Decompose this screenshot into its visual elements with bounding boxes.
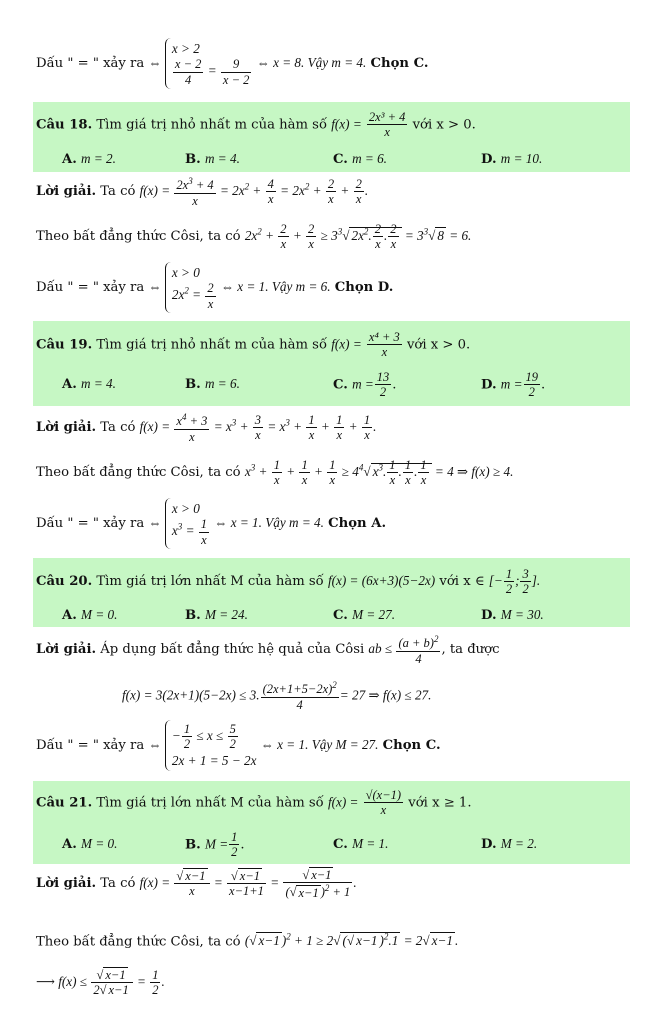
solution-17-tail: Dấu " = " xảy ra ⇔ x > 2 $\frac{x - 2}{4}$ = $\frac{9}{x - 2}$ ⇔ x = 8. Vậy m = 4. Chọn C. — [36, 38, 629, 89]
solution-19-line-2: Theo bất đẳng thức Côsi, ta có $x^3$ + $\frac{1}{x}$ + $\frac{1}{x}$ + $\frac{1}{x}$ ≥ $4^4√$ $x^3$. $\frac{1}{x}$ . $\frac{1}{x}$ . $\frac{1}{x}$ = 4 ⇒ f(x) ≥ 4. — [36, 458, 514, 488]
solution-18-line-2: Theo bất đẳng thức Côsi, ta có $2x^2$ + $\frac{2}{x}$ + $\frac{2}{x}$ ≥ $3^3√$ $2x^2$. $\frac{2}{x}$ . $\frac{2}{x}$ = $3^3√$ 8 = 6. — [36, 222, 472, 252]
option-c: C. M = 1. — [333, 836, 389, 852]
option-a: A. M = 0. — [62, 836, 118, 852]
option-c: C. M = 27. — [333, 607, 396, 623]
option-b: B. M = 24. — [185, 607, 248, 623]
solution-20-line-1: Lời giải. Áp dụng bất đẳng thức hệ quả của Côsi ab ≤ $\frac{(a + b)^2}{4}$ , ta được — [36, 634, 500, 666]
solution-21-line-3: ⟶ f(x) ≤ $\frac{√ x-1}{2√ x-1}$ = $\frac{1}{2}$ . — [36, 968, 165, 998]
option-d: D. m = $\frac{19}{2}$ . — [481, 370, 546, 400]
option-d: D. M = 30. — [481, 607, 544, 623]
solution-21-line-1: Lời giải. Ta có f(x) = $\frac{√ x-1}{x}$ = $\frac{√ x-1}{x-1+1}$ = $\frac{√ x-1}{(√ x-1 )^2 + 1}$ . — [36, 868, 357, 900]
question-19: Câu 19. Tìm giá trị nhỏ nhất m của hàm số f(x) = $\frac{\text{x⁴ + 3}}{x}$ với x > 0. — [36, 330, 471, 360]
solution-19-line-1: Lời giải. Ta có f(x) = $\frac{x^4 + 3}{x}$ = $x^3$ + $\frac{3}{x}$ = $x^3$ + $\frac{1}{x}$ + $\frac{1}{x}$ + $\frac{1}{x}$ . — [36, 412, 377, 444]
option-a: A. M = 0. — [62, 607, 118, 623]
option-b: B. M = $\frac{1}{2}$ . — [185, 830, 245, 860]
solution-20-line-2: f(x) = 3(2x+1)(5−2x) ≤ 3. $\frac{(2x+1+5-2x)^2}{4}$ = 27 ⇒ f(x) ≤ 27. — [122, 680, 432, 712]
option-c: C. m = 6. — [333, 151, 387, 167]
option-a: A. m = 4. — [62, 376, 116, 392]
question-18: Câu 18. Tìm giá trị nhỏ nhất m của hàm số f(x) = $\frac{\text{2x³ + 4}}{x}$ với x > 0. — [36, 110, 476, 140]
option-d: D. M = 2. — [481, 836, 538, 852]
option-b: B. m = 6. — [185, 376, 240, 392]
solution-20-line-3: Dấu " = " xảy ra ⇔ − $\frac{1}{2}$ ≤ x ≤ $\frac{5}{2}$ 2x + 1 = 5 − 2x ⇔ x = 1. Vậy M = 27. Chọn C. — [36, 720, 629, 771]
option-a: A. m = 2. — [62, 151, 116, 167]
solution-21-line-2: Theo bất đẳng thức Côsi, ta có (√ x−1 )$^2$ + 1 ≥ 2√ (√ x−1 )$^2$.1 = 2√ x−1 . — [36, 932, 459, 950]
option-d: D. m = 10. — [481, 151, 543, 167]
equation-system: x > 2 $\frac{x - 2}{4}$ = $\frac{9}{x - 2}$ — [165, 38, 252, 89]
solution-19-line-3: Dấu " = " xảy ra ⇔ x > 0 $x^3$ = $\frac{1}{x}$ ⇔ x = 1. Vậy m = 4. Chọn A. — [36, 498, 629, 549]
solution-18-line-3: Dấu " = " xảy ra ⇔ x > 0 $2x^2$ = $\frac{2}{x}$ ⇔ x = 1. Vậy m = 6. Chọn D. — [36, 262, 629, 313]
option-c: C. m = $\frac{13}{2}$ . — [333, 370, 397, 400]
solution-18-line-1: Lời giải. Ta có f(x) = $\frac{2x^3 + 4}{x}$ = $2x^2$ + $\frac{4}{x}$ = $2x^2$ + $\frac{2}{x}$ + $\frac{2}{x}$ . — [36, 176, 369, 208]
question-20: Câu 20. Tìm giá trị lớn nhất M của hàm số f(x) = (6x+3)(5−2x) với x ∈ [− $\frac{1}{2}$ ; $\frac{3}{2}$ ]. — [36, 567, 541, 597]
question-21: Câu 21. Tìm giá trị lớn nhất M của hàm số f(x) = $\frac{√(x-1)}{x}$ với x ≥ 1. — [36, 788, 472, 818]
option-b: B. m = 4. — [185, 151, 240, 167]
